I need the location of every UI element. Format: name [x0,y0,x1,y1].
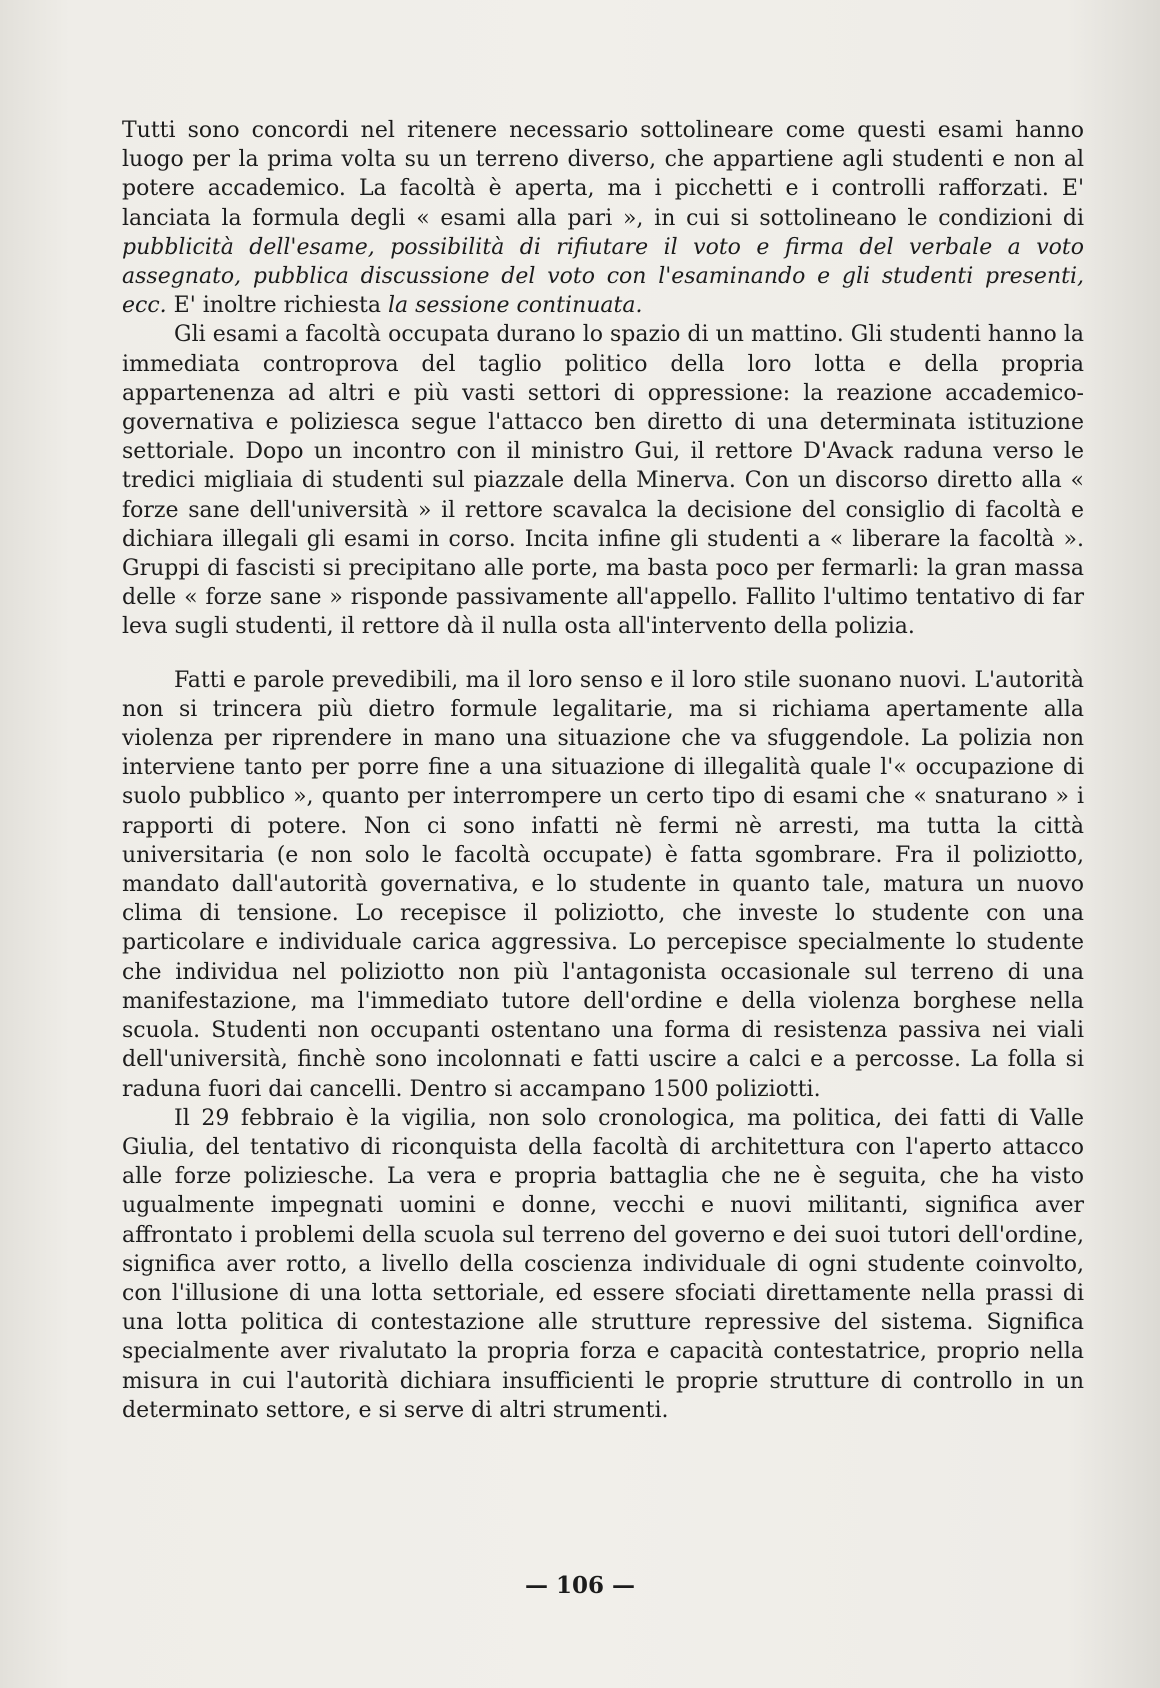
paragraph-3: Fatti e parole prevedibili, ma il loro senso e il loro stile suonano nuovi. L'autorità non si trincera più dietro formule legalitarie, ma si richiama apertamente alla violenza per riprendere in mano una situazione che va sfuggendole. La polizia non interviene tanto per porre fine a una situazione di illegalità quale l'« occupazione di suolo pubblico », quanto per interrompere un certo tipo di esami che « snaturano » i rapporti di potere. Non ci sono infatti nè fermi nè arresti, ma tutta la città universitaria (e non solo le facoltà occupate) è fatta sgombrare. Fra il poliziotto, mandato dall'autorità governativa, e lo studente in quanto tale, matura un nuovo clima di tensione. Lo recepisce il poliziotto, che investe lo studente con una particolare e individuale carica aggressiva. Lo percepisce specialmente lo studente che individua nel poliziotto non più l'antagonista occasionale sul terreno di una manifestazione, ma l'immediato tutore dell'ordine e della violenza borghese nella scuola. Studenti non occupanti ostentano una forma di resistenza passiva nei viali dell'università, finchè sono incolonnati e fatti uscire a calci e a percosse. La folla si raduna fuori dai cancelli. Dentro si accampano 1500 poliziotti. [122,667,1084,1102]
paragraph-1-italic-b: la sessione continuata. [387,293,643,319]
body-text [122,116,1084,1425]
paragraph-1-italic-a: pubblicità dell'esame, possibilità di rifiutare il voto e firma del verbale a voto assegnato, pubblica discussione del voto con l'esaminando e gli studenti presenti, ecc. [122,234,1084,319]
paragraph-1 [122,116,1084,320]
paragraph-4: Il 29 febbraio è la vigilia, non solo cronologica, ma politica, dei fatti di Valle Giulia, del tentativo di riconquista della facoltà di architettura con l'aperto attacco alle forze poliziesche. La vera e propria battaglia che ne è seguita, che ha visto ugualmente impegnati uomini e donne, vecchi e nuovi militanti, significa aver affrontato i problemi della scuola sul terreno del governo e dei suoi tutori dell'ordine, significa aver rotto, a livello della coscienza individuale di ogni studente coinvolto, con l'illusione di una lotta settoriale, ed essere sfociati direttamente nella prassi di una lotta politica di contestazione alle strutture repressive del sistema. Significa specialmente aver rivalutato la propria forza e capacità contestatrice, proprio nella misura in cui l'autorità dichiara insufficienti le proprie strutture di controllo in un determinato settore, e si serve di altri strumenti. [122,1105,1084,1423]
paragraph-1-text-b: E' inoltre richiesta [166,293,388,319]
paragraph-1-text-a: Tutti sono concordi nel ritenere necessario sottolineare come questi esami hanno luogo per la prima volta su un terreno diverso, che appartiene agli studenti e non al potere accademico. La facoltà è aperta, ma i picchetti e i controlli rafforzati. E' lanciata la formula degli « esami alla pari », in cui si sottolineano le condizioni di [122,118,1084,231]
paragraph-2: Gli esami a facoltà occupata durano lo spazio di un mattino. Gli studenti hanno la immediata controprova del taglio politico della loro lotta e della propria appartenenza ad altri e più vasti settori di oppressione: la reazione accademico-governativa e poliziesca segue l'attacco ben diretto di una determinata istituzione settoriale. Dopo un incontro con il ministro Gui, il rettore D'Avack raduna verso le tredici migliaia di studenti sul piazzale della Minerva. Con un discorso diretto alla « forze sane dell'università » il rettore scavalca la decisione del consiglio di facoltà e dichiara illegali gli esami in corso. Incita infine gli studenti a « liberare la facoltà ». Gruppi di fascisti si precipitano alle porte, ma basta poco per fermarli: la gran massa delle « forze sane » risponde passivamente all'appello. Fallito l'ultimo tentativo di far leva sugli studenti, il rettore dà il nulla osta all'intervento della polizia. [122,322,1084,640]
page-number: — 106 — [524,1572,636,1599]
